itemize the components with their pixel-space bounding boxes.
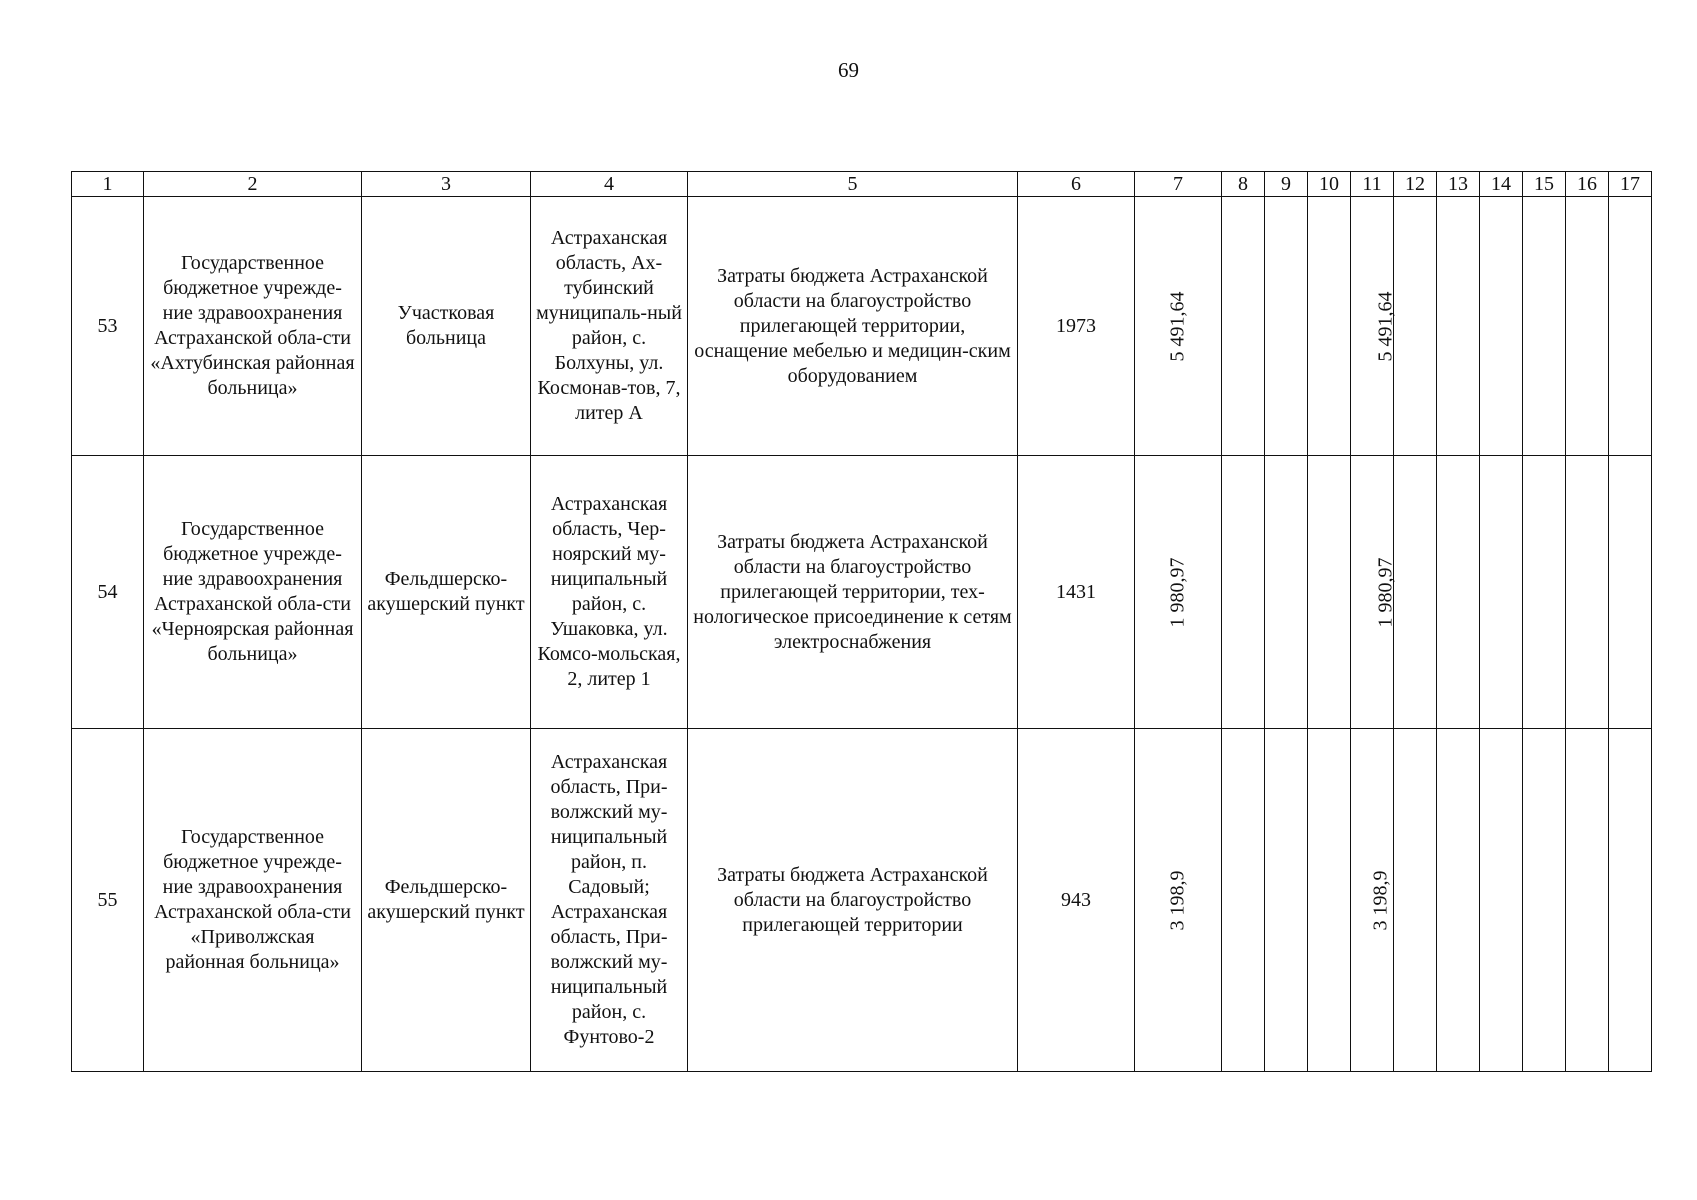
facility-type-cell xyxy=(362,197,531,456)
empty-cell xyxy=(1566,729,1609,1072)
table-row xyxy=(72,456,1652,729)
institution-text: Государственное бюджетное учрежде-ние здравоохранения Астраханской обла-сти «Ахтубинская районная больница» xyxy=(150,252,355,399)
column-header: 7 xyxy=(1135,172,1222,197)
empty-cell xyxy=(1394,456,1437,729)
address-text: Астраханская область, Чер-ноярский му-ниципальный район, с. Ушаковка, ул. Комсо-мольская, 2, литер 1 xyxy=(537,493,681,690)
column-header: 16 xyxy=(1566,172,1609,197)
row-number-cell: 55 xyxy=(72,729,144,1072)
col11-value: 3 198,9 xyxy=(1369,870,1392,930)
col7-value: 1 980,97 xyxy=(1166,557,1189,627)
column-header: 10 xyxy=(1308,172,1351,197)
column-header: 2 xyxy=(144,172,362,197)
col7-value: 5 491,64 xyxy=(1166,291,1189,361)
empty-cell xyxy=(1480,729,1523,1072)
column-header: 1 xyxy=(72,172,144,197)
col6-cell: 943 xyxy=(1018,729,1135,1072)
facility-type-cell xyxy=(362,729,531,1072)
col6-cell: 1973 xyxy=(1018,197,1135,456)
column-header: 13 xyxy=(1437,172,1480,197)
col11-value: 5 491,64 xyxy=(1374,291,1397,361)
empty-cell xyxy=(1265,456,1308,729)
column-header: 6 xyxy=(1018,172,1135,197)
column-header: 3 xyxy=(362,172,531,197)
table-row xyxy=(72,729,1652,1072)
expenses-text: Затраты бюджета Астраханской области на благоустройство прилегающей территории, оснащение мебелью и медицин-ским оборудованием xyxy=(694,264,1011,387)
empty-cell xyxy=(1437,456,1480,729)
empty-cell xyxy=(1609,456,1652,729)
column-header: 5 xyxy=(688,172,1018,197)
column-header: 17 xyxy=(1609,172,1652,197)
empty-cell xyxy=(1308,197,1351,456)
empty-cell xyxy=(1394,197,1437,456)
column-header: 4 xyxy=(531,172,688,197)
empty-cell xyxy=(1609,729,1652,1072)
col7-cell xyxy=(1135,456,1222,729)
column-header: 15 xyxy=(1523,172,1566,197)
row-number-cell: 54 xyxy=(72,456,144,729)
facility-type-text: Фельдшерско-акушерский пункт xyxy=(367,568,525,615)
facility-type-cell xyxy=(362,456,531,729)
column-header: 14 xyxy=(1480,172,1523,197)
empty-cell xyxy=(1566,197,1609,456)
col11-cell xyxy=(1351,729,1394,1072)
col11-cell xyxy=(1351,197,1397,456)
empty-cell xyxy=(1480,456,1523,729)
facility-type-text: Фельдшерско-акушерский пункт xyxy=(367,876,525,923)
col7-value: 3 198,9 xyxy=(1166,870,1189,930)
page-number: 69 xyxy=(838,58,859,82)
expenses-text: Затраты бюджета Астраханской области на благоустройство прилегающей территории, тех-нологическое присоединение к сетям электроснабжения xyxy=(693,530,1012,653)
institution-text: Государственное бюджетное учрежде-ние здравоохранения Астраханской обла-сти «Черноярская районная больница» xyxy=(151,518,354,665)
empty-cell xyxy=(1609,197,1652,456)
col7-cell xyxy=(1135,197,1222,456)
empty-cell xyxy=(1308,456,1351,729)
column-header: 8 xyxy=(1222,172,1265,197)
expenses-cell xyxy=(688,729,1018,1072)
empty-cell xyxy=(1566,456,1609,729)
expenses-cell xyxy=(688,456,1018,729)
empty-cell xyxy=(1394,729,1437,1072)
column-header: 12 xyxy=(1394,172,1437,197)
institution-cell xyxy=(144,456,362,729)
empty-cell xyxy=(1523,456,1566,729)
empty-cell xyxy=(1308,729,1351,1072)
institution-cell xyxy=(144,197,362,456)
data-table xyxy=(71,171,1652,1072)
col7-cell xyxy=(1135,729,1222,1072)
empty-cell xyxy=(1222,729,1265,1072)
address-cell xyxy=(531,456,688,729)
col6-cell: 1431 xyxy=(1018,456,1135,729)
column-header: 11 xyxy=(1351,172,1394,197)
empty-cell xyxy=(1222,456,1265,729)
address-text: Астраханская область, При-волжский му-ниципальный район, п. Садовый; Астраханская область, При-волжский му-ниципальный район, с. Фунтово-2 xyxy=(550,751,668,1048)
empty-cell xyxy=(1222,197,1265,456)
column-header: 9 xyxy=(1265,172,1308,197)
empty-cell xyxy=(1437,197,1480,456)
expenses-text: Затраты бюджета Астраханской области на благоустройство прилегающей территории xyxy=(717,863,988,936)
empty-cell xyxy=(1523,197,1566,456)
institution-cell xyxy=(144,729,362,1072)
empty-cell xyxy=(1265,729,1308,1072)
table-row xyxy=(72,197,1652,456)
address-cell xyxy=(531,197,688,456)
empty-cell xyxy=(1523,729,1566,1072)
row-number-cell: 53 xyxy=(72,197,144,456)
expenses-cell xyxy=(688,197,1018,456)
column-number-header-row xyxy=(72,172,1652,197)
col11-value: 1 980,97 xyxy=(1374,557,1397,627)
institution-text: Государственное бюджетное учрежде-ние здравоохранения Астраханской обла-сти «Приволжская районная больница» xyxy=(154,826,351,973)
address-text: Астраханская область, Ах-тубинский муниципаль-ный район, с. Болхуны, ул. Космонав-тов, 7, литер А xyxy=(536,227,682,424)
facility-type-text: Участковая больница xyxy=(397,302,495,349)
empty-cell xyxy=(1480,197,1523,456)
col11-cell xyxy=(1351,456,1397,729)
empty-cell xyxy=(1437,729,1480,1072)
empty-cell xyxy=(1265,197,1308,456)
address-cell xyxy=(531,729,688,1072)
